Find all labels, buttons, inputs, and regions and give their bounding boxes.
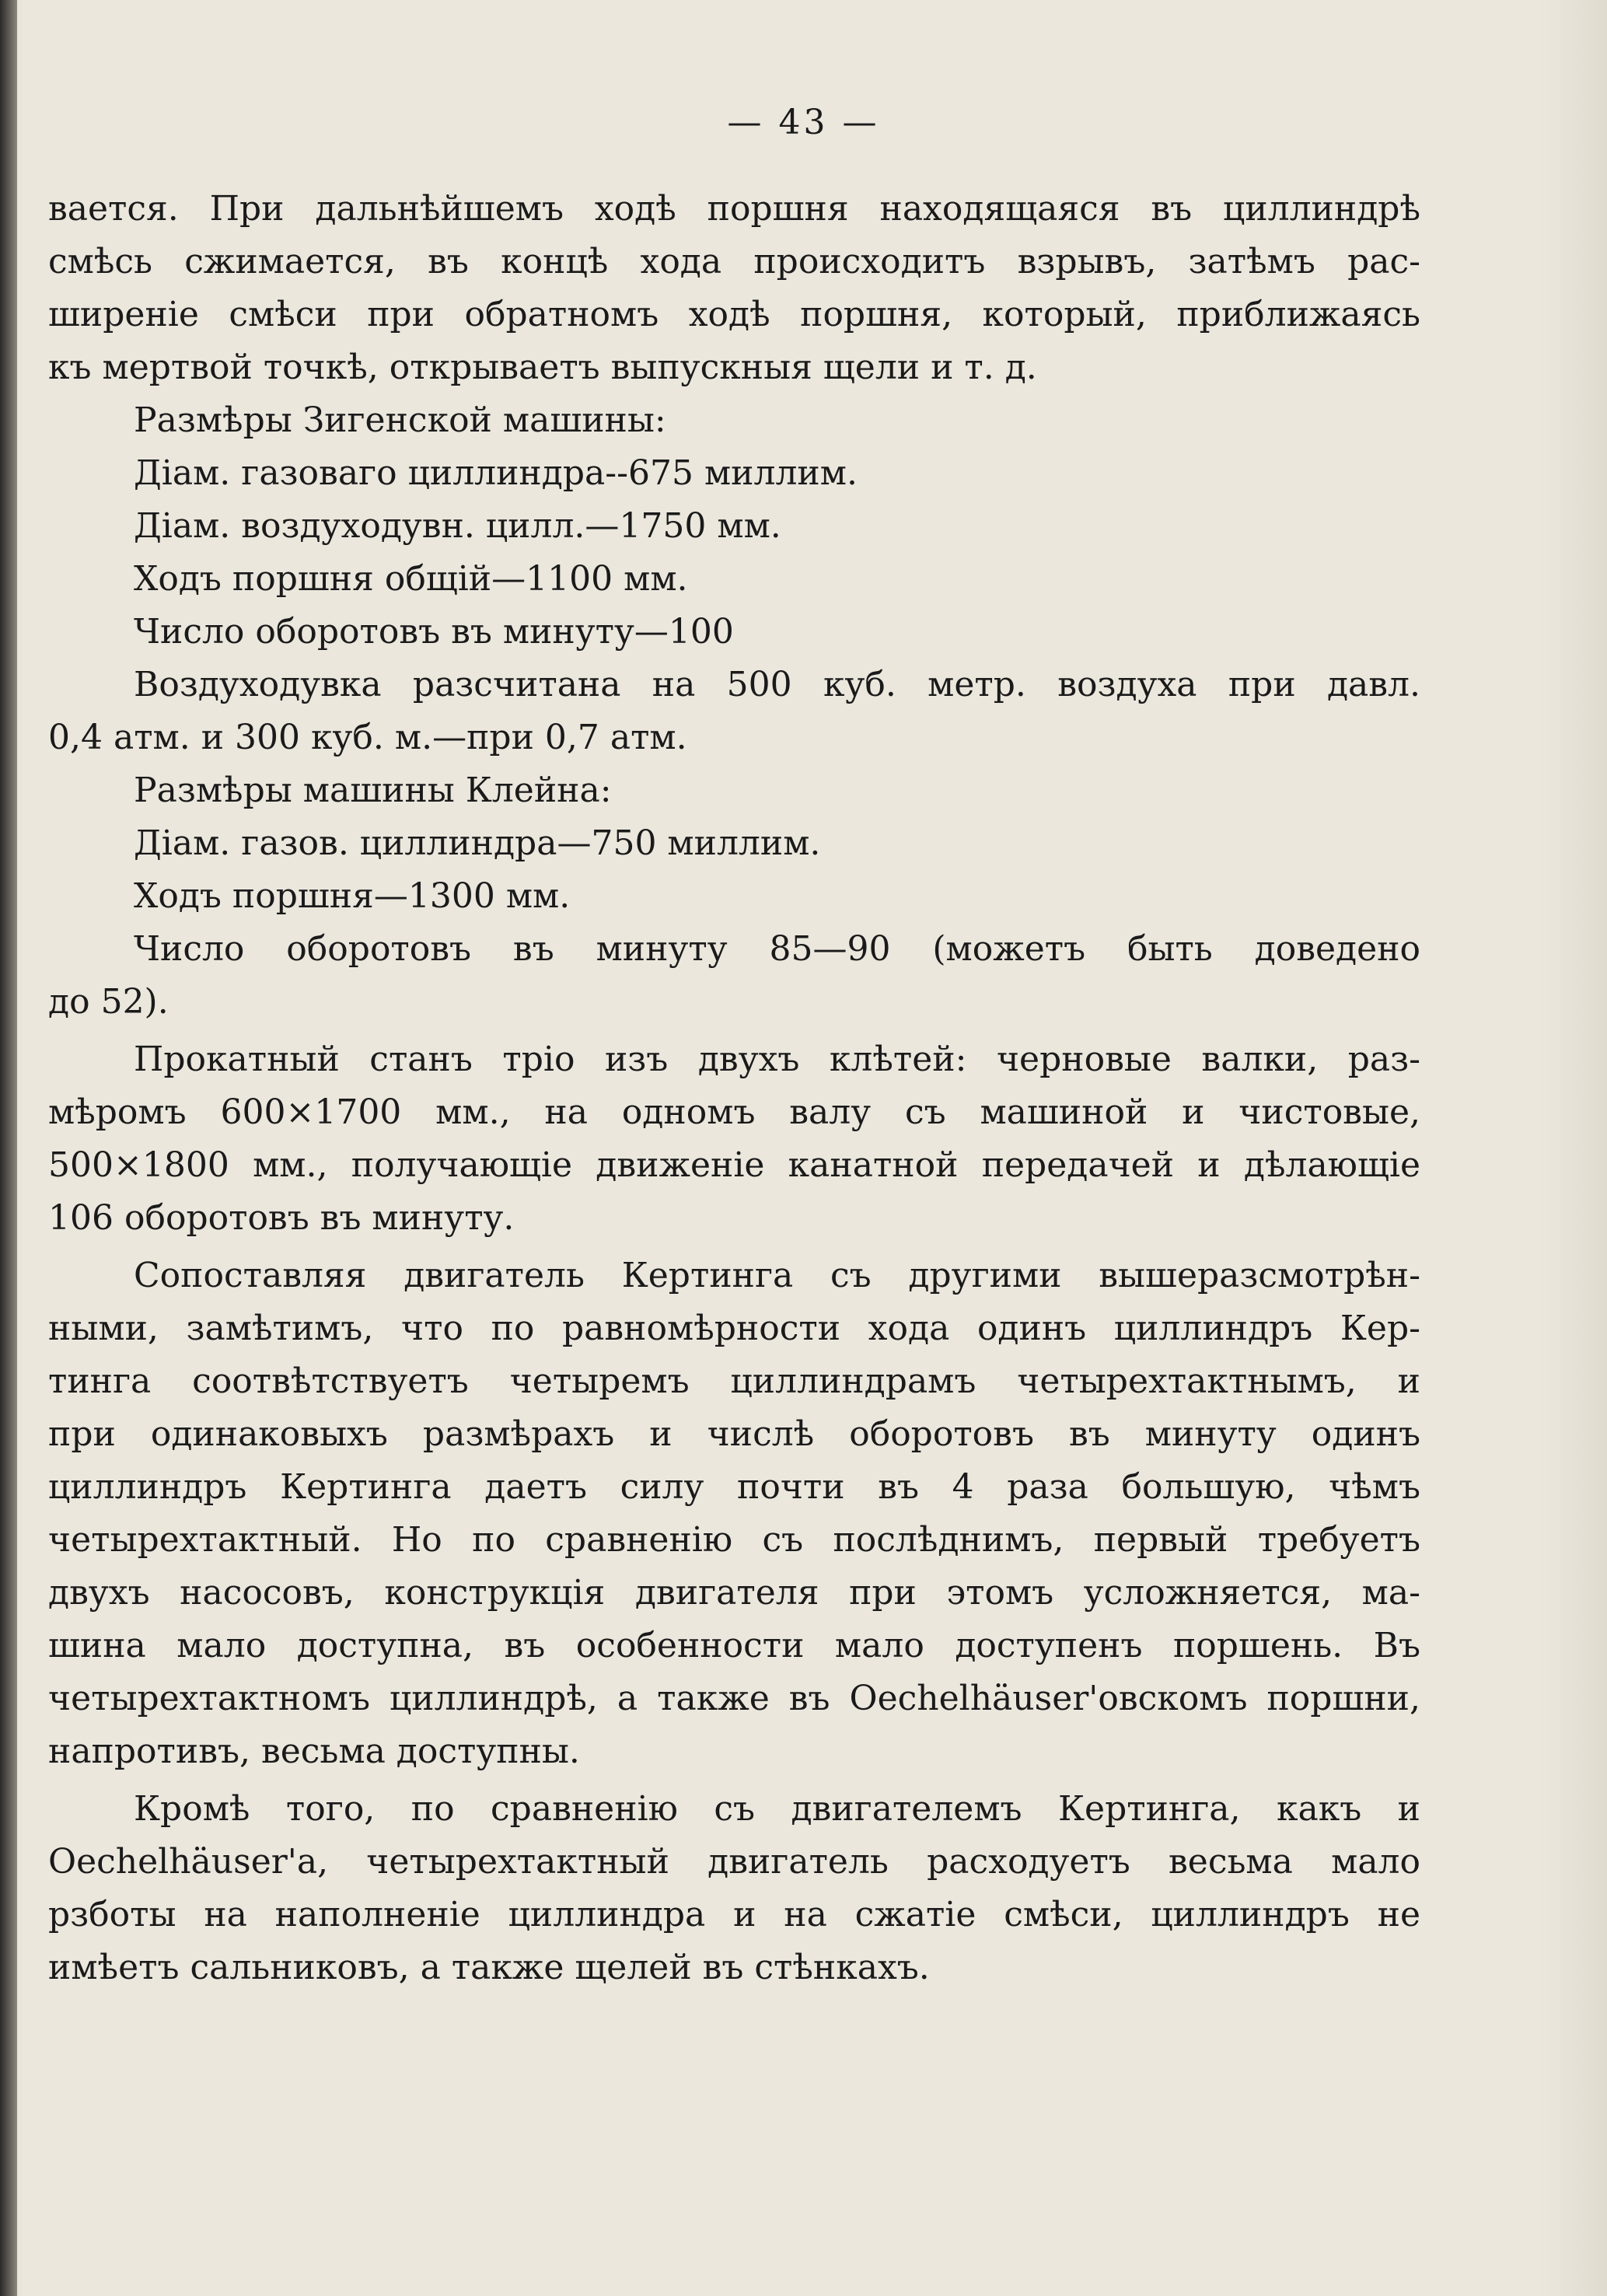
text-line: шина мало доступна, въ особенности мало доступенъ поршень. Въ [48, 1626, 1420, 1665]
text-line: Размѣры Зигенской машины: [134, 400, 666, 440]
text-line: до 52). [48, 982, 169, 1022]
text-line: имѣетъ сальниковъ, а также щелей въ стѣнкахъ. [48, 1948, 930, 1987]
text-line: ными, замѣтимъ, что по равномѣрности хода одинъ циллиндръ Кер- [48, 1309, 1420, 1348]
text-line: вается. При дальнѣйшемъ ходѣ поршня находящаяся въ циллиндрѣ [48, 189, 1420, 229]
text-line: Ходъ поршня—1300 мм. [134, 876, 571, 916]
text-line: циллиндръ Кертинга даетъ силу почти въ 4 раза большую, чѣмъ [48, 1467, 1420, 1507]
text-line: 0,4 атм. и 300 куб. м.—при 0,7 атм. [48, 718, 687, 757]
text-line: ширеніе смѣси при обратномъ ходѣ поршня, который, приближаясь [48, 295, 1420, 334]
text-line: Число оборотовъ въ минуту—100 [134, 612, 734, 652]
text-line: мѣромъ 600×1700 мм., на одномъ валу съ машиной и чистовые, [48, 1092, 1420, 1132]
text-line: смѣсь сжимается, въ концѣ хода происходитъ взрывъ, затѣмъ рас- [48, 242, 1420, 281]
text-line: Прокатный станъ тріо изъ двухъ клѣтей: черновые валки, раз- [134, 1040, 1420, 1079]
text-line: тинга соотвѣтствуетъ четыремъ циллиндрамъ четырехтактнымъ, и [48, 1361, 1420, 1401]
text-line: Діам. газов. циллиндра—750 миллим. [134, 823, 821, 863]
text-line: рзботы на наполненіе циллиндра и на сжатіе смѣси, циллиндръ не [48, 1895, 1420, 1934]
page-number: — 43 — [727, 103, 880, 142]
text-line: Oechelhäuser'а, четырехтактный двигатель расходуетъ весьма мало [48, 1842, 1420, 1882]
text-line: Воздуходувка разсчитана на 500 куб. метр. воздуха при давл. [134, 665, 1420, 704]
book-spine [0, 0, 17, 2296]
text-line: напротивъ, весьма доступны. [48, 1732, 580, 1771]
text-line: Ходъ поршня общій—1100 мм. [134, 559, 688, 599]
body-text [48, 183, 1420, 1994]
text-line: двухъ насосовъ, конструкція двигателя при этомъ усложняется, ма- [48, 1573, 1420, 1613]
text-line: Размѣры машины Клейна: [134, 771, 612, 810]
text-line: при одинаковыхъ размѣрахъ и числѣ оборотовъ въ минуту одинъ [48, 1414, 1420, 1454]
text-line: 500×1800 мм., получающіе движеніе канатной передачей и дѣлающіе [48, 1145, 1420, 1185]
text-line: Діам. газоваго циллиндра--675 миллим. [134, 453, 858, 493]
text-line: Кромѣ того, по сравненію съ двигателемъ Кертинга, какъ и [134, 1789, 1420, 1829]
text-line: 106 оборотовъ въ минуту. [48, 1198, 515, 1238]
text-line: четырехтактный. Но по сравненію съ послѣднимъ, первый требуетъ [48, 1520, 1420, 1560]
text-line: Діам. воздуходувн. цилл.—1750 мм. [134, 506, 781, 546]
text-line: къ мертвой точкѣ, открываетъ выпускныя щели и т. д. [48, 348, 1037, 387]
text-line: четырехтактномъ циллиндрѣ, а также въ Oechelhäuser'овскомъ поршни, [48, 1679, 1420, 1718]
text-line: Число оборотовъ въ минуту 85—90 (можетъ быть доведено [134, 929, 1420, 969]
text-line: Сопоставляя двигатель Кертинга съ другими вышеразсмотрѣн- [134, 1256, 1420, 1295]
